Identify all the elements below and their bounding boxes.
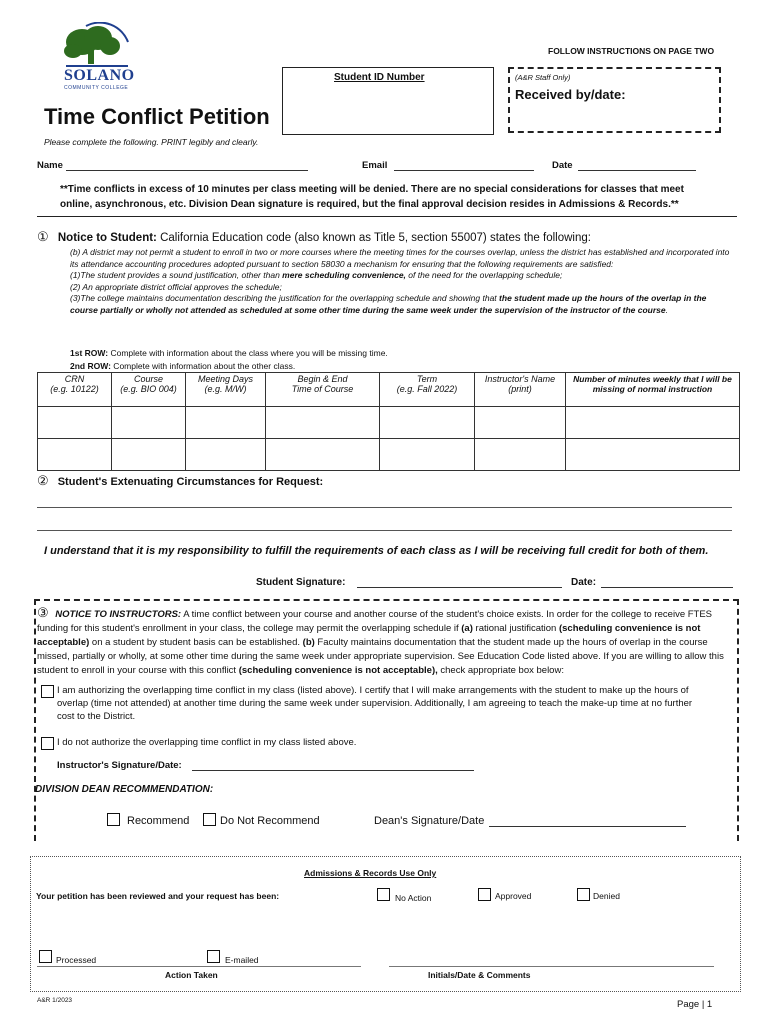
col-instructor: Instructor's Name (print): [475, 373, 566, 407]
para-b: (b) A district may not permit a student to enroll in two or more courses where the meeting times for the courses overlap, unless the district has established and incorporated into its attendance accounting procedures adopted pursuant to section 58030 a mechanism for ensuring that the following requirements are satisfied:: [70, 247, 730, 269]
email-label: Email: [362, 160, 388, 171]
recommend-checkbox[interactable]: [107, 813, 120, 826]
no-action-checkbox[interactable]: [377, 888, 390, 901]
not-authorize-checkbox[interactable]: [41, 737, 54, 750]
table-cell[interactable]: [475, 439, 566, 471]
not-authorize-text: I do not authorize the overlapping time conflict in my class listed above.: [57, 737, 357, 748]
col-days: Meeting Days (e.g. M/W): [186, 373, 266, 407]
name-field[interactable]: [66, 170, 308, 171]
staff-only-label: (A&R Staff Only): [515, 73, 571, 82]
instructions: Please complete the following. PRINT legibly and clearly.: [44, 137, 259, 147]
student-date-label: Date:: [571, 577, 597, 588]
dean-heading: DIVISION DEAN RECOMMENDATION:: [35, 784, 214, 795]
table-cell[interactable]: [266, 439, 380, 471]
col-time: Begin & End Time of Course: [266, 373, 380, 407]
col-crn: CRN (e.g. 10122): [38, 373, 112, 407]
dean-signature-label: Dean's Signature/Date: [374, 815, 485, 827]
denied-checkbox[interactable]: [577, 888, 590, 901]
section2-heading: Student's Extenuating Circumstances for Request:: [57, 476, 324, 488]
instructor-signature-field[interactable]: [192, 770, 474, 771]
para-1: (1)The student provides a sound justification, other than mere scheduling convenience, of the need for the overlapping schedule;: [70, 270, 563, 280]
table-cell[interactable]: [38, 407, 112, 439]
logo-subtitle: COMMUNITY COLLEGE: [64, 85, 129, 91]
approved-checkbox[interactable]: [478, 888, 491, 901]
table-row[interactable]: [38, 407, 740, 439]
action-taken-label: Action Taken: [165, 970, 218, 980]
do-not-recommend-checkbox[interactable]: [203, 813, 216, 826]
student-date-field[interactable]: [601, 587, 733, 588]
logo-name: SOLANO: [64, 67, 135, 84]
instructor-signature-label: Instructor's Signature/Date:: [57, 760, 182, 771]
table-cell[interactable]: [380, 407, 475, 439]
row2-instruction: 2nd ROW: Complete with information about the other class.: [70, 361, 296, 371]
para-2: (2) An appropriate district official approves the schedule;: [70, 281, 282, 292]
authorize-checkbox[interactable]: [41, 685, 54, 698]
divider: [37, 216, 737, 217]
student-signature-field[interactable]: [357, 587, 562, 588]
section1-number: ①: [37, 229, 49, 244]
education-code-text: [70, 247, 730, 316]
reviewed-label: Your petition has been reviewed and your request has been:: [36, 891, 280, 901]
admissions-heading: Admissions & Records Use Only: [304, 868, 437, 878]
notice-to-student: [37, 229, 591, 245]
table-cell[interactable]: [38, 439, 112, 471]
no-action-label: No Action: [395, 893, 432, 903]
name-label: Name: [37, 160, 63, 171]
authorize-text: I am authorizing the overlapping time conflict in my class (listed above). I certify that I will make arrangements with the student to make up the hours of overlap (time not attended) at another time during the same week under supervision. Additionally, I am agreeing to teach the make-up time at no further cost to the District.: [57, 685, 693, 722]
emailed-checkbox[interactable]: [207, 950, 220, 963]
section1-heading-text: California Education code (also known as Title 5, section 55007) states the following:: [156, 232, 591, 244]
table-row[interactable]: [38, 439, 740, 471]
col-minutes: Number of minutes weekly that I will be missing of normal instruction: [566, 373, 740, 407]
table-cell[interactable]: [475, 407, 566, 439]
circumstances-line-1[interactable]: [37, 507, 732, 508]
form-code: A&R 1/2023: [37, 997, 73, 1004]
understand-statement: I understand that it is my responsibility to fulfill the requirements of each class as I will be receiving full credit for both of them.: [44, 545, 709, 557]
oak-tree-icon: [58, 22, 138, 70]
student-signature-label: Student Signature:: [256, 577, 346, 588]
circumstances-heading-row: [37, 473, 323, 489]
table-cell[interactable]: [566, 439, 740, 471]
table-cell[interactable]: [112, 407, 186, 439]
table-cell[interactable]: [566, 407, 740, 439]
page-number: Page | 1: [677, 999, 713, 1010]
follow-instructions: FOLLOW INSTRUCTIONS ON PAGE TWO: [548, 46, 715, 56]
do-not-recommend-label: Do Not Recommend: [220, 815, 320, 827]
processed-checkbox[interactable]: [39, 950, 52, 963]
warning-text: **Time conflicts in excess of 10 minutes per class meeting will be denied. There are no special considerations for classes that meet online, asynchronous, etc. Division Dean signature is required, but the final approval decision resides in Admissions & Records.**: [60, 184, 684, 210]
denied-label: Denied: [593, 891, 620, 901]
circumstances-line-2[interactable]: [37, 530, 732, 531]
table-cell[interactable]: [186, 439, 266, 471]
page-title: Time Conflict Petition: [44, 104, 270, 129]
section1-heading: Notice to Student:: [57, 232, 157, 244]
college-logo: [58, 22, 138, 94]
row1-instruction: 1st ROW: Complete with information about the class where you will be missing time.: [70, 348, 388, 358]
col-term: Term (e.g. Fall 2022): [380, 373, 475, 407]
table-cell[interactable]: [266, 407, 380, 439]
para-3: (3)The college maintains documentation describing the justification for the overlapping schedule and showing that the student made up the hours of the overlap in the course partially or wholly not attended as scheduled at some other time during the same week under the supervision of the instructor of the course.: [70, 293, 707, 315]
table-cell[interactable]: [380, 439, 475, 471]
table-header-row: [38, 373, 740, 407]
action-taken-line[interactable]: [37, 966, 361, 967]
date-field[interactable]: [578, 170, 696, 171]
notice-to-instructors: ③ NOTICE TO INSTRUCTORS: A time conflict between your course and another course of the student's choice exists. In order for the college to receive FTES funding for this student's enrollment in your class, the college may permit the overlapping schedule if (a) rational justification (scheduling convenience is not acceptable) on a student by student basis can be established. (b) Faculty maintains documentation that the student made up the hours of overlap in the course missed, partially or wholly, at some other time during the same week under appropriate supervision. See Education Code listed above. If you are willing to allow this student to enroll in your course with this conflict (scheduling convenience is not acceptable), check appropriate box below:: [37, 605, 724, 676]
processed-label: Processed: [56, 955, 97, 965]
date-label: Date: [552, 160, 573, 171]
dean-signature-field[interactable]: [489, 826, 686, 827]
student-id-label: Student ID Number: [334, 72, 425, 83]
class-table: [37, 372, 740, 471]
initials-line[interactable]: [389, 966, 714, 967]
col-course: Course (e.g. BIO 004): [112, 373, 186, 407]
email-field[interactable]: [394, 170, 534, 171]
approved-label: Approved: [495, 891, 532, 901]
table-cell[interactable]: [186, 407, 266, 439]
recommend-label: Recommend: [127, 815, 190, 827]
table-cell[interactable]: [112, 439, 186, 471]
initials-label: Initials/Date & Comments: [428, 970, 531, 980]
received-label: Received by/date:: [515, 87, 626, 102]
emailed-label: E-mailed: [225, 955, 259, 965]
section2-number: ②: [37, 473, 49, 488]
